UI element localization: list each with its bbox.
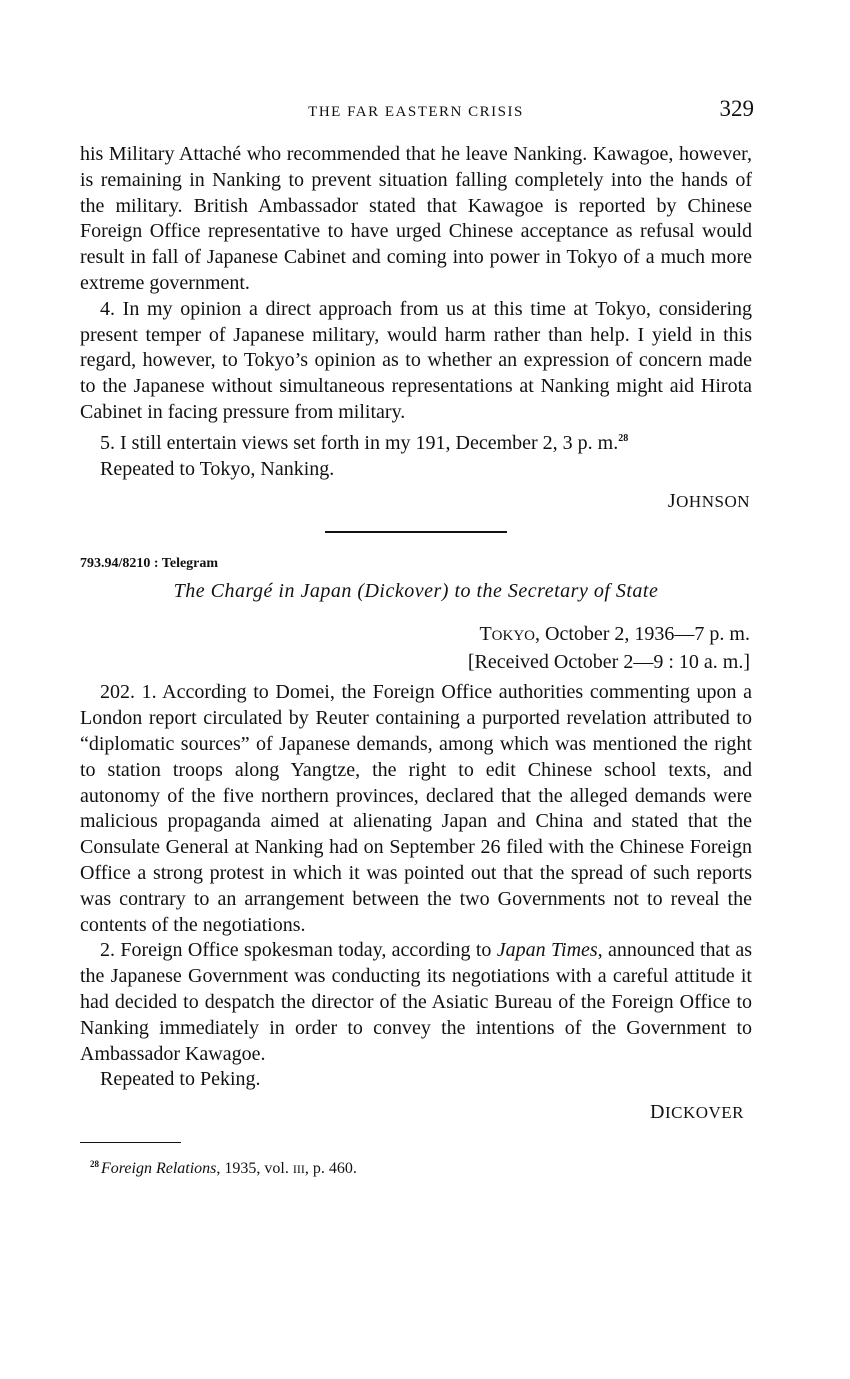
- signature-rest: ICKOVER: [664, 1103, 744, 1123]
- running-head: [80, 96, 752, 126]
- dateline-received: [Received October 2—9 : 10 a. m.]: [467, 651, 750, 674]
- heading-pre: The Chargé in Japan (: [173, 580, 365, 603]
- paragraph-2: [80, 938, 752, 1067]
- signature-johnson: [80, 490, 750, 513]
- dateline-sent: [80, 621, 750, 649]
- document-heading: [80, 580, 752, 603]
- heading-post: ) to the Secretary of State: [441, 580, 659, 603]
- place-initial: T: [479, 623, 492, 646]
- footnote-rule: [80, 1142, 181, 1143]
- repeated-to-line: Repeated to Peking.: [100, 1068, 261, 1091]
- paragraph-2-italic: Japan Times: [496, 939, 598, 962]
- paragraph-continued: his Military Attaché who recommended that he leave Nanking. Kawagoe, however, is remaining in Nanking to prevent situation falling completely into the hands of the military. British Ambassador stated that Kawagoe is reported by Chinese Foreign Office representative to have urged Chinese acceptance as refusal would result in fall of Japanese Cabinet and coming into power in Tokyo of a much more extreme government.: [80, 143, 752, 294]
- signature-dickover: [80, 1101, 744, 1124]
- paragraph-4: 4. In my opinion a direct approach from us at this time at Tokyo, considering present temper of Japanese military, would harm rather than help. I yield in this regard, however, to Tokyo’s opinion as to whether an expression of concern made to the Japanese without simultaneous representations at Nanking might aid Hirota Cabinet in facing pressure from military.: [80, 297, 752, 423]
- footnote-title: Foreign Relations: [101, 1160, 217, 1178]
- signature-initial: D: [649, 1101, 665, 1124]
- footnote: [80, 1159, 752, 1178]
- telegram-dickover-body: [80, 680, 752, 1093]
- paragraph-2-post: , announced that as the Japanese Government was conducting its negotiations with a careful attitude it had decided to despatch the director of the Asiatic Bureau of the Foreign Office to Nanking immediately in order to convey the intentions of the Government to Ambassador Kawagoe.: [80, 939, 752, 1065]
- telegram-johnson-body: [80, 142, 752, 482]
- place-rest: OKYO: [491, 628, 536, 645]
- running-title: THE FAR EASTERN CRISIS: [308, 104, 524, 120]
- signature-rest: OHNSON: [676, 492, 750, 512]
- date-sent: , October 2, 1936—7 p. m.: [535, 623, 750, 646]
- footnote-reference: 28: [618, 432, 629, 444]
- document-id: 793.94/8210 : Telegram: [80, 556, 219, 572]
- paragraph-2-pre: 2. Foreign Office spokesman today, according to: [100, 939, 497, 962]
- footnote-volume: III: [292, 1162, 305, 1177]
- signature-initial: J: [667, 490, 677, 513]
- footnote-pre-volume: , 1935, vol.: [216, 1160, 293, 1178]
- heading-name: Dickover: [364, 580, 442, 603]
- section-divider: [325, 531, 507, 533]
- document-page: [80, 96, 752, 1178]
- page-number: 329: [719, 96, 754, 121]
- paragraph-5-text: 5. I still entertain views set forth in my 191, December 2, 3 p. m.: [100, 431, 619, 454]
- footnote-number: 28: [90, 1159, 99, 1170]
- footnote-post-volume: , p. 460.: [304, 1160, 357, 1178]
- repeated-to-line: Repeated to Tokyo, Nanking.: [100, 457, 335, 480]
- paragraph-202-1: 202. 1. According to Domei, the Foreign Office authorities commenting upon a London report circulated by Reuter containing a purported revelation attributed to “diplomatic sources” of Japanese demands, among which was mentioned the right to station troops along Yangtze, the right to edit Chinese school texts, and autonomy of the five northern provinces, declared that the alleged demands were malicious propaganda aimed at alienating Japan and China and stated that the Consulate General at Nanking had on September 26 filed with the Chinese Foreign Office a strong protest in which it was pointed out that the spread of such reports was contrary to an arrangement between the two Governments not to reveal the contents of the negotiations.: [80, 681, 752, 936]
- paragraph-5: [80, 426, 752, 457]
